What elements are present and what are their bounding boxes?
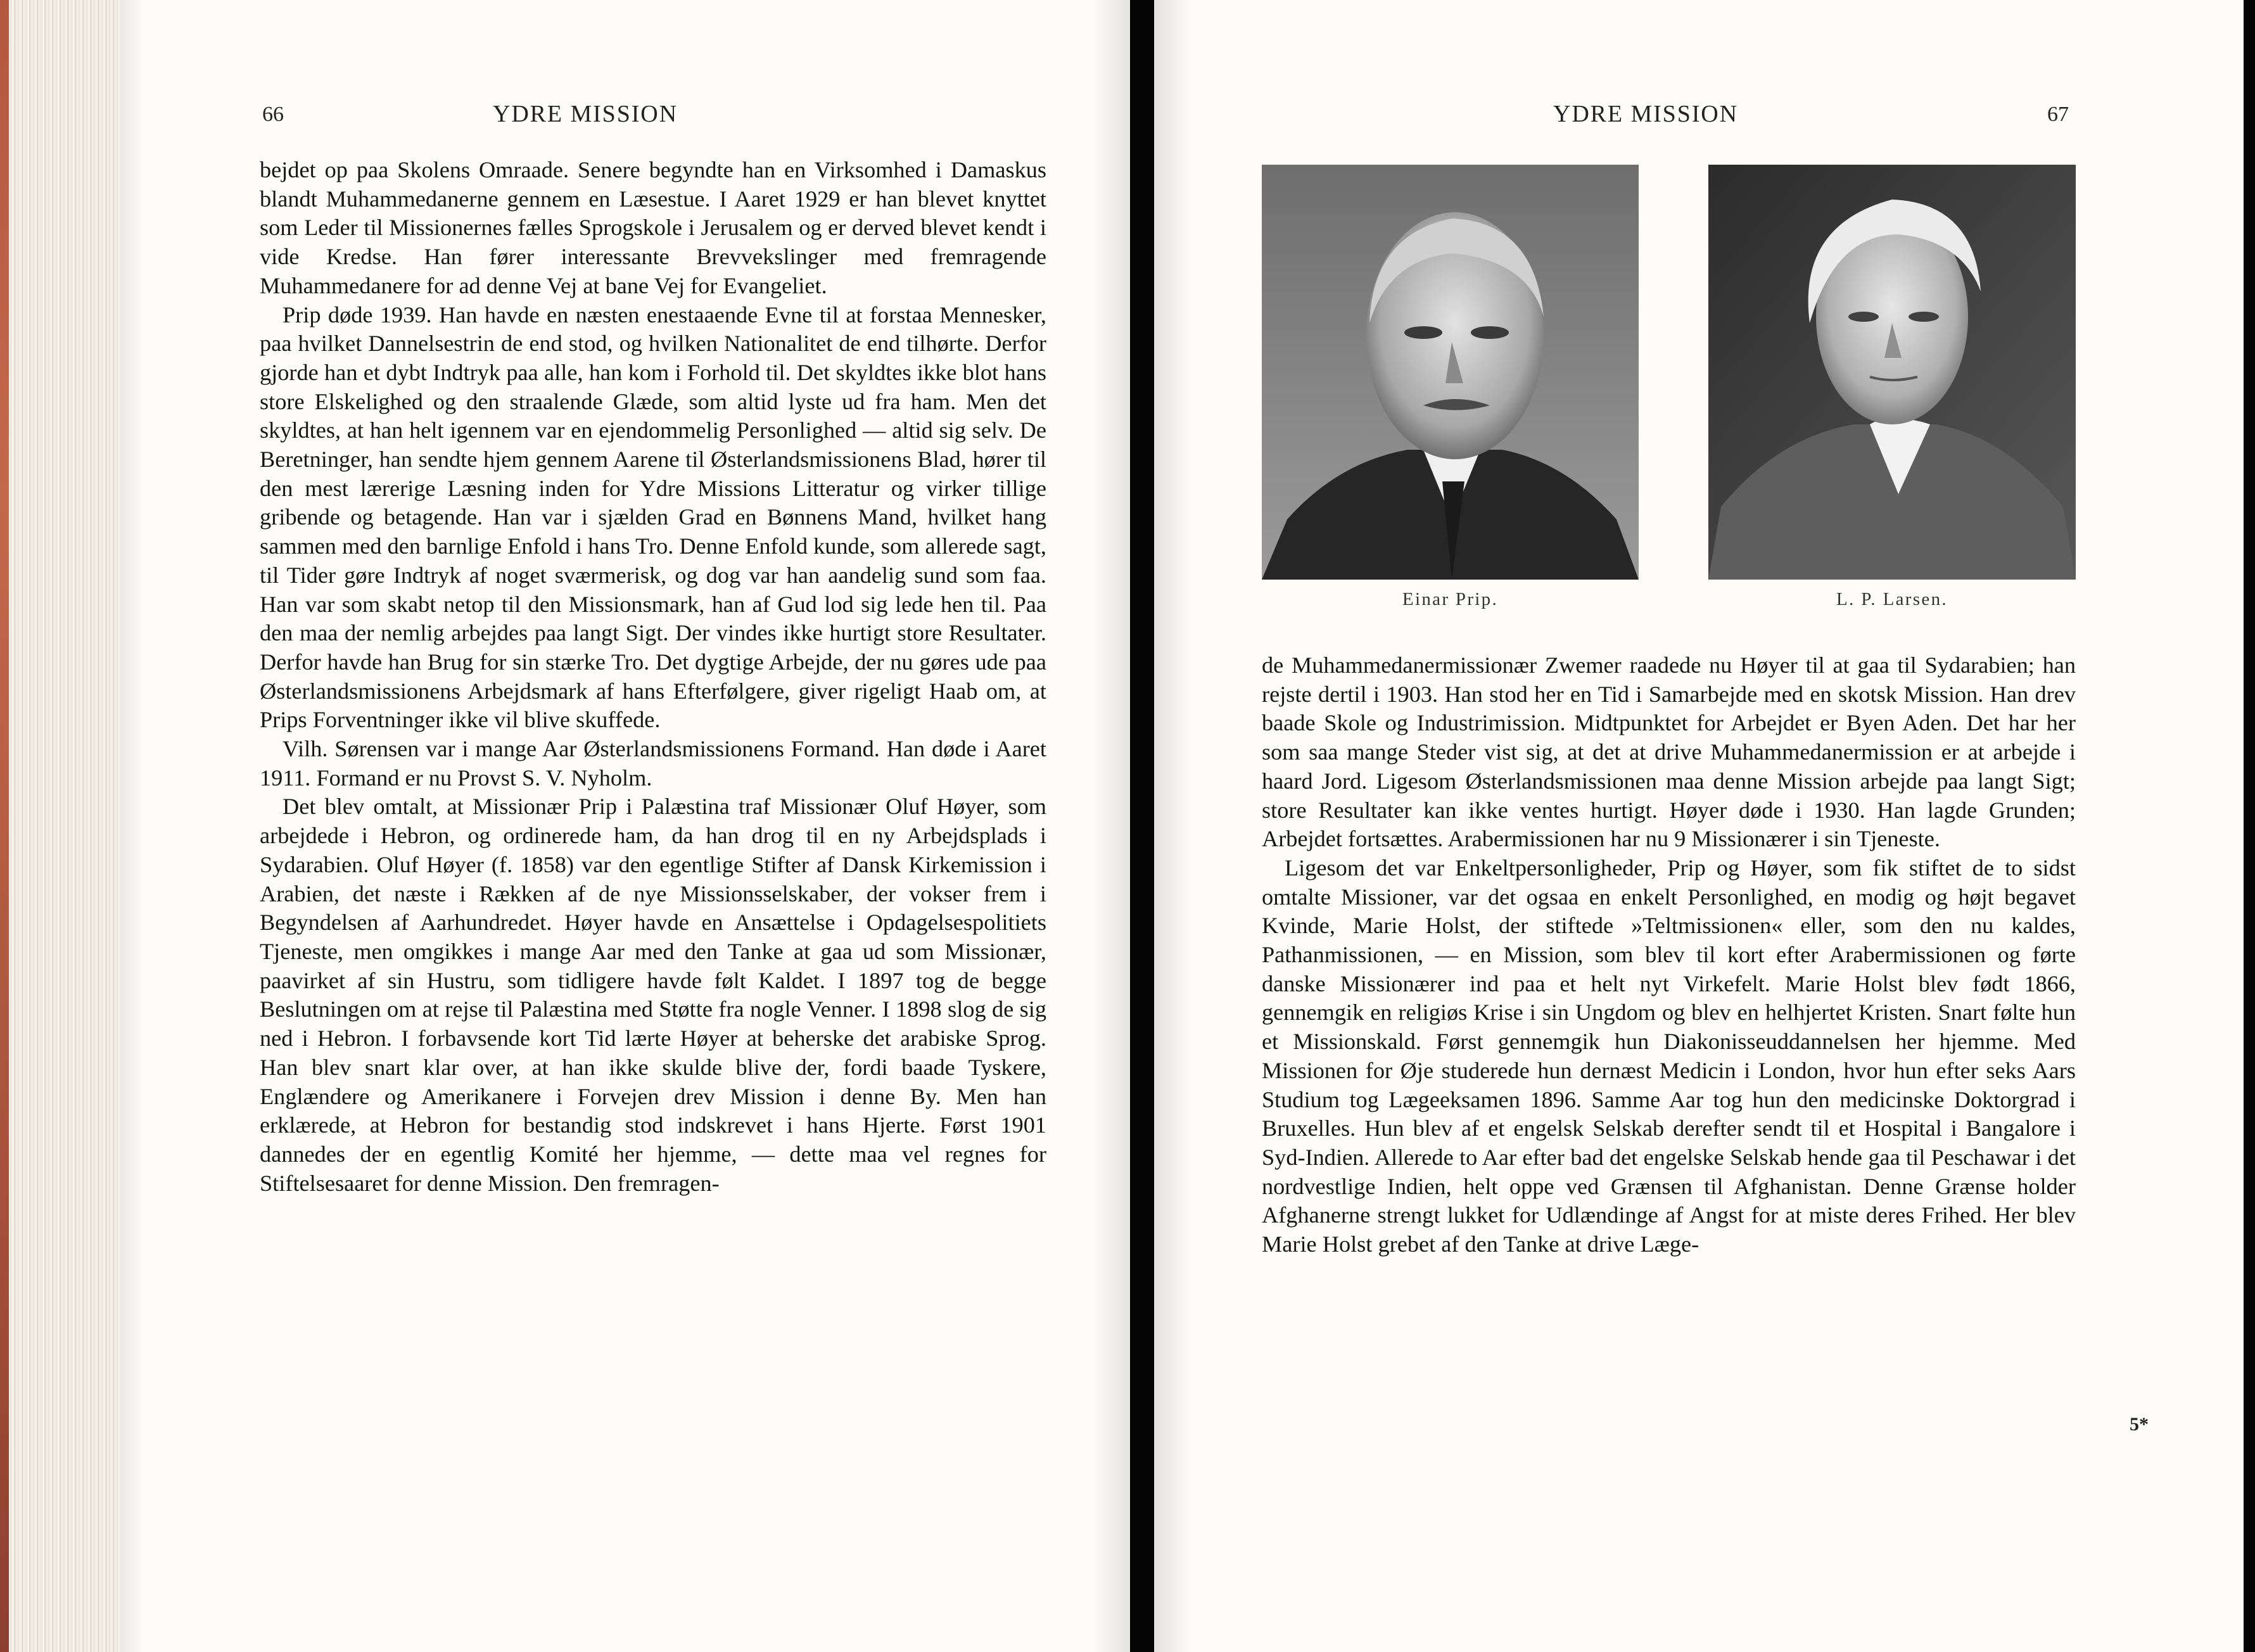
paragraph: Ligesom det var Enkeltpersonligheder, Prip og Høyer, som fik stiftet de to sidst omtalte Missioner, var det ogsaa en enkelt Personlighed, en modig og højt begavet Kvinde, Marie Holst, der stiftede »Teltmissionen« eller, som den nu kaldes, Pathanmissionen, — en Mission, som blev til kort efter Arabermissionen og førte danske Missionærer ind paa et helt nyt Virkefelt. Marie Holst blev født 1866, gennemgik en religiøs Krise i sin Ungdom og blev en helhjertet Kristen. Snart følte hun et Missionskald. Først gennemgik hun Diakonisseuddannelsen her hjemme. Med Missionen for Øje studerede hun dernæst Medicin i London, hvor hun efter seks Aars Studium tog Lægeeksamen 1896. Samme Aar tog hun den medicinske Doktorgrad i Bruxelles. Hun blev af et engelsk Selskab derefter sendt til et Hospital i Bangalore i Syd-Indien. Allerede to Aar efter bad det engelske Selskab hende gaa til Peschawar i det nordvestlige Indien, helt oppe ved Grænsen til Afghanistan. Denne Grænse holder Afghanerne strengt lukket for Udlændinge af Angst for at miste deres Frihed. Her blev Marie Holst grebet af den Tanke at drive Læge- [1262, 855, 2076, 1257]
book-cover-edge [0, 0, 9, 1652]
page-number: 67 [2047, 103, 2069, 126]
paragraph: de Muhammedanermissionær Zwemer raadede nu Høyer til at gaa til Sydarabien; han rejste dertil i 1903. Han stod her en Tid i Samarbejde med en skotsk Mission. Han drev baade Skole og Industrimission. Midtpunktet for Arbejdet er Byen Aden. Det har her som saa mange Steder vist sig, at det at drive Muhammedanermission er at arbejde i haard Jord. Ligesom Østerlandsmissionen maa denne Mission arbejde paa langt Sigt; store Resultater kan ikke ventes hurtigt. Høyer døde i 1930. Han lagde Grunden; Arbejdet fortsættes. Arabermissionen har nu 9 Missionærer i sin Tjeneste. [1262, 652, 2076, 852]
gutter-shadow [1092, 0, 1130, 1652]
left-page [9, 0, 1130, 1652]
body-text [260, 156, 1046, 1198]
photo-caption: Einar Prip. [1402, 589, 1499, 609]
gutter-shadow [1154, 0, 1192, 1652]
portrait-photo-prip [1262, 165, 1639, 580]
photo-caption: L. P. Larsen. [1836, 589, 1948, 609]
paragraph: Vilh. Sørensen var i mange Aar Østerlandsmissionens Formand. Han døde i Aaret 1911. Formand er nu Provst S. V. Nyholm. [260, 736, 1046, 791]
portrait-photo-larsen [1708, 165, 2076, 580]
page-number: 66 [262, 103, 284, 126]
running-head: YDRE MISSION [1553, 101, 1738, 127]
paragraph: Det blev omtalt, at Missionær Prip i Palæstina traf Missionær Oluf Høyer, som arbejdede i Hebron, og ordinerede ham, da han drog til en ny Arbejdsplads i Sydarabien. Oluf Høyer (f. 1858) var den egentlige Stifter af Dansk Kirkemission i Arabien, det næste i Rækken af de nye Missionsselskaber, der vokser frem i Begyndelsen af Aarhundredet. Høyer havde en Ansættelse i Opdagelsespolitiets Tjeneste, men omgikkes i mange Aar med den Tanke at gaa ud som Missionær, paavirket af sin Hustru, som tidligere havde følt Kaldet. I 1897 tog de begge Beslutningen om at rejse til Palæstina med Støtte fra nogle Venner. I 1898 slog de sig ned i Hebron. I forbavsende kort Tid lærte Høyer at beherske det arabiske Sprog. Han blev snart klar over, at han ikke skulde blive der, fordi baade Tyskere, Englændere og Amerikanere i Forvejen drev Mission i denne By. Men han erklærede, at Hebron for bestandig stod indskrevet i hans Hjerte. Først 1901 dannedes der en egentlig Komité her hjemme, — dette maa vel regnes for Stiftelsesaaret for denne Mission. Den fremragen- [260, 794, 1046, 1196]
signature-mark: 5* [2130, 1414, 2149, 1435]
page-edges [9, 0, 120, 1652]
paragraph: Prip døde 1939. Han havde en næsten enestaaende Evne til at forstaa Mennesker, paa hvilket Dannelsestrin de end stod, og hvilken Nationalitet de end tilhørte. Derfor gjorde han et dybt Indtryk paa alle, han kom i Forhold til. Det skyldtes ikke blot hans store Elskelighed og den straalende Glæde, som altid lyste ud fra ham. Men det skyldtes, at han helt igennem var en ejendommelig Personlighed — altid sig selv. De Beretninger, han sendte hjem gennem Aarene til Østerlandsmissionens Blad, hører til den mest lærerige Læsning inden for Ydre Missions Litteratur og virker tillige gribende og betagende. Han var i sjælden Grad en Bønnens Mand, hvilket hang sammen med den barnlige Enfold i hans Tro. Denne Enfold kunde, som allerede sagt, til Tider gøre Indtryk af noget sværmerisk, og dog var han aandelig sund som faa. Han var som skabt netop til den Missionsmark, han af Gud lod sig lede hen til. Paa den maa der nemlig arbejdes paa langt Sigt. Der vindes ikke hurtigt store Resultater. Derfor havde han Brug for sin stærke Tro. Det dygtige Arbejde, der nu gøres ude paa Østerlandsmissionens Arbejdsmark af hans Efterfølgere, giver rigeligt Haab om, at Prips Forventninger ikke vil blive skuffede. [260, 302, 1046, 733]
body-text [1262, 651, 2076, 1259]
right-page [1154, 0, 2244, 1652]
running-head: YDRE MISSION [493, 101, 678, 127]
paragraph: bejdet op paa Skolens Omraade. Senere begyndte han en Virksomhed i Damaskus blandt Muhammedanerne gennem en Læsestue. I Aaret 1929 er han blevet knyttet som Leder til Missionernes fælles Sprogskole i Jerusalem og er derved blevet kendt i vide Kredse. Han fører interessante Brevvekslinger med fremragende Muhammedanere for ad denne Vej at bane Vej for Evangeliet. [260, 157, 1046, 298]
